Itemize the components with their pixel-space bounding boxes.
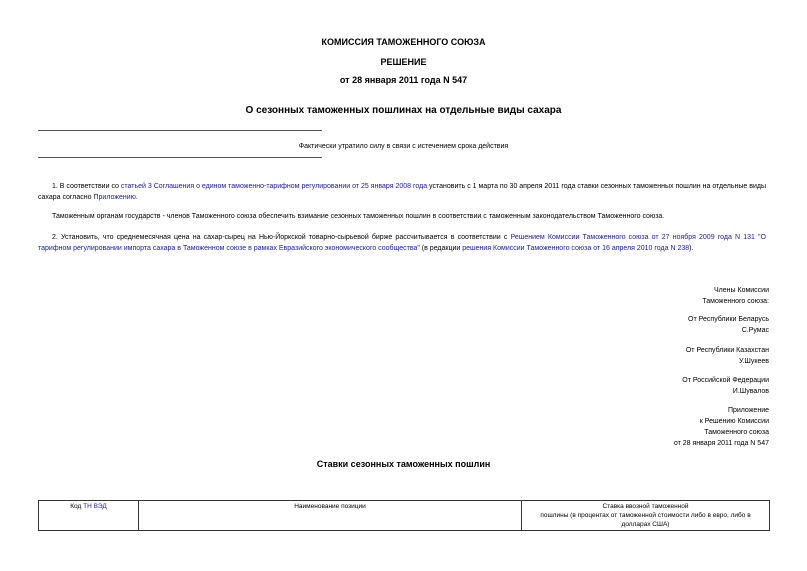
members-line-1: Члены Комиссии [714, 287, 769, 294]
signature-name: И.Шувалов [732, 388, 769, 395]
document-type: РЕШЕНИЕ [380, 57, 427, 67]
header-code-text: Код [70, 503, 84, 510]
appendix-heading [674, 405, 769, 449]
duty-rate-line-1: Ставка ввозной таможенной [602, 503, 689, 510]
tn-ved-link[interactable]: ТН ВЭД [83, 503, 107, 510]
divider-top [38, 130, 322, 131]
signature-kazakhstan [686, 345, 769, 367]
header-position-name: Наименование позиции [139, 501, 522, 531]
signature-russia [682, 375, 769, 397]
p1-text-b: установить с 1 марта по 30 апреля 2011 года ставки сезонных таможенных пошлин на отдельные виды сахара согласно [38, 183, 766, 201]
decision-238-link[interactable]: решения Комиссии Таможенного союза от 16 апреля 2010 года N 238 [462, 244, 690, 252]
p1-text-a: 1. В соответствии со [52, 183, 121, 190]
appendix-line: Приложение [727, 407, 769, 414]
header-duty-rate [522, 501, 770, 531]
agreement-article-link[interactable]: статьей 3 Соглашения о едином таможенно-тарифном регулировании от 25 января 2008 года [120, 183, 428, 190]
signatures-members [702, 285, 769, 307]
p3-text-b: (в редакции [419, 244, 463, 252]
appendix-line: Таможенного союза [704, 429, 769, 436]
signature-country: От Республики Беларусь [688, 316, 769, 323]
signature-belarus [688, 314, 769, 336]
header-code [39, 501, 139, 531]
status-note: Фактически утратило силу в связи с истечением срока действия [298, 143, 509, 150]
divider-bottom [38, 157, 322, 158]
signature-name: У.Шукеев [738, 358, 769, 365]
signature-country: От Российской Федерации [682, 377, 769, 384]
p1-text-c: . [135, 193, 138, 201]
table-header-row [39, 501, 770, 531]
members-line-2: Таможенного союза: [702, 298, 769, 305]
organization-name: КОМИССИЯ ТАМОЖЕННОГО СОЮЗА [321, 37, 486, 47]
appendix-link[interactable]: Приложению [93, 193, 136, 201]
p3-text-a: 2. Установить, что среднемесячная цена на сахар-сырец на Нью-Йоркской товарно-сырьевой бирже рассчитывается в соответствии с [52, 234, 511, 241]
rates-table [38, 500, 770, 531]
document-title: О сезонных таможенных пошлинах на отдельные виды сахара [245, 105, 562, 116]
p3-text-c: ). [689, 244, 694, 252]
paragraph-3 [38, 233, 766, 254]
table-title: Ставки сезонных таможенных пошлин [316, 459, 491, 469]
paragraph-1 [38, 182, 766, 203]
duty-rate-line-2: пошлины (в процентах от таможенной стоимости либо в евро, либо в долларах США) [540, 512, 751, 528]
signature-country: От Республики Казахстан [685, 347, 769, 354]
appendix-line: к Решению Комиссии [699, 418, 769, 425]
signature-name: С.Румас [741, 327, 769, 334]
appendix-line: от 28 января 2011 года N 547 [673, 440, 769, 447]
paragraph-2: Таможенным органам государств - членов Таможенного союза обеспечить взимание сезонных таможенных пошлин в соответствии с таможенным законодательством Таможенного союза. [52, 213, 665, 220]
decision-131-link[interactable]: Решением Комиссии Таможенного союза от 27 ноября 2009 года N 131 "О тарифном регулировании импорта сахара в Таможенном союзе в рамках Евразийского экономического сообщества" [38, 234, 766, 252]
document-date-number: от 28 января 2011 года N 547 [339, 75, 468, 85]
